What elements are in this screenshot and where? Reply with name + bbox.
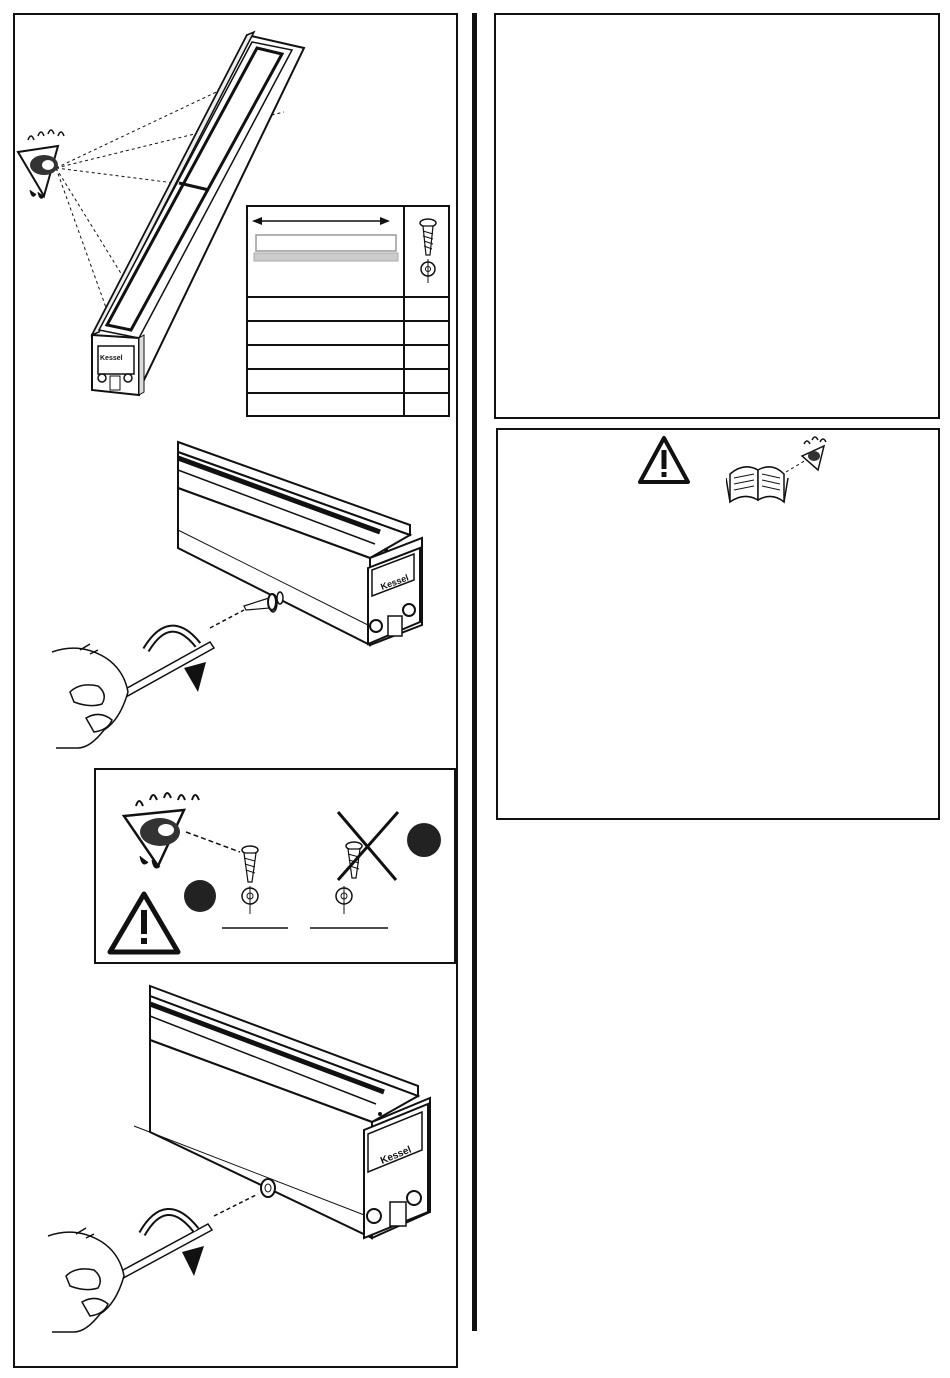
eye-icon — [18, 130, 64, 198]
right-text-box-1 — [494, 13, 940, 419]
washer-icon — [242, 886, 258, 914]
warning-icon — [637, 435, 691, 485]
svg-text:Kessel: Kessel — [379, 1144, 414, 1167]
book-icon — [726, 434, 838, 506]
right-text-box-2 — [496, 428, 940, 820]
washer-icon — [261, 1179, 275, 1197]
warning-panel — [94, 768, 456, 964]
eye-icon — [124, 793, 199, 868]
screw-insertion-figure — [50, 430, 450, 760]
screw-icon — [242, 846, 258, 882]
warning-icon — [110, 894, 178, 952]
marker-b — [407, 823, 441, 857]
svg-text:Kessel: Kessel — [379, 572, 410, 592]
washer-icon — [336, 886, 352, 914]
hand-icon — [52, 644, 128, 748]
column-divider — [472, 13, 477, 1331]
brand-logo: Kessel — [100, 355, 123, 362]
final-fixing-figure — [46, 980, 446, 1340]
marker-a — [184, 880, 216, 912]
hand-icon — [48, 1228, 124, 1332]
dimension-table — [246, 205, 450, 417]
